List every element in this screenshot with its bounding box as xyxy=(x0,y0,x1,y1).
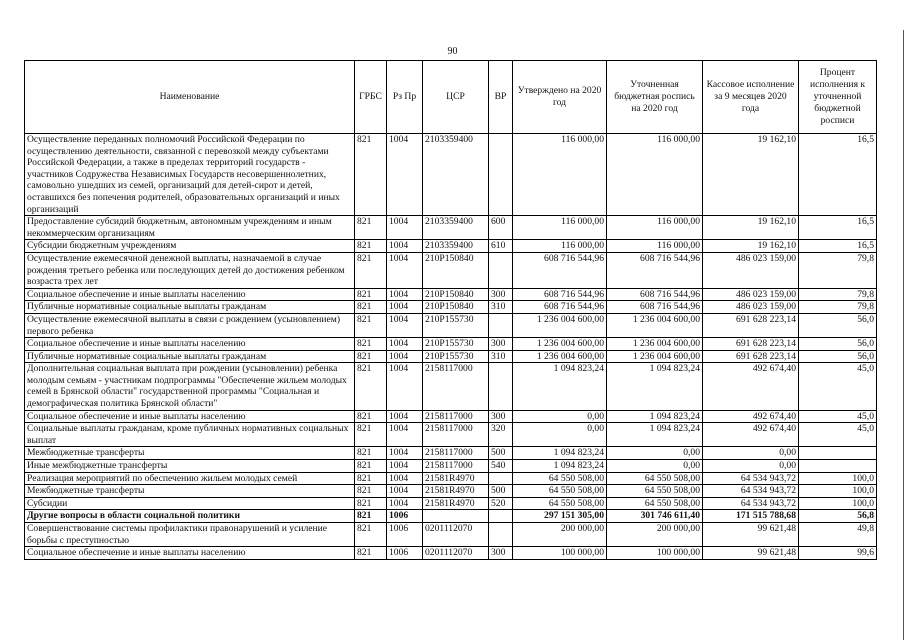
cell-vr xyxy=(489,134,513,216)
cell-csr: 0201112070 xyxy=(423,523,489,547)
cell-approved: 116 000,00 xyxy=(513,216,607,240)
cell-cash: 492 674,40 xyxy=(703,410,799,423)
table-row xyxy=(25,301,877,314)
budget-table xyxy=(24,60,877,560)
cell-csr: 21581R4970 xyxy=(423,497,489,510)
cell-vr: 300 xyxy=(489,338,513,351)
cell-vr: 300 xyxy=(489,410,513,423)
cell-approved: 1 094 823,24 xyxy=(513,363,607,410)
cell-rzpr: 1004 xyxy=(387,447,423,460)
cell-rzpr: 1004 xyxy=(387,472,423,485)
cell-cash: 492 674,40 xyxy=(703,423,799,447)
cell-cash: 691 628 223,14 xyxy=(703,313,799,337)
table-row xyxy=(25,523,877,547)
cell-vr xyxy=(489,472,513,485)
page-number: 90 xyxy=(447,46,458,57)
cell-grbs: 821 xyxy=(355,497,387,510)
cell-name: Межбюджетные трансферты xyxy=(25,485,355,498)
header-name: Наименование xyxy=(25,61,355,134)
table-row xyxy=(25,460,877,473)
cell-csr: 2158117000 xyxy=(423,410,489,423)
cell-grbs: 821 xyxy=(355,510,387,523)
page-edge-line xyxy=(903,30,904,640)
table-row xyxy=(25,547,877,560)
cell-refined: 608 716 544,96 xyxy=(607,301,703,314)
cell-refined: 608 716 544,96 xyxy=(607,288,703,301)
cell-refined: 1 094 823,24 xyxy=(607,363,703,410)
cell-approved: 64 550 508,00 xyxy=(513,497,607,510)
cell-rzpr: 1004 xyxy=(387,485,423,498)
cell-name: Совершенствование системы профилактики правонарушений и усиление борьбы с преступностью xyxy=(25,523,355,547)
header-cash: Кассовое исполнение за 9 месяцев 2020 года xyxy=(703,61,799,134)
cell-vr: 520 xyxy=(489,497,513,510)
cell-vr: 540 xyxy=(489,460,513,473)
cell-cash: 492 674,40 xyxy=(703,363,799,410)
cell-rzpr: 1004 xyxy=(387,313,423,337)
cell-refined: 200 000,00 xyxy=(607,523,703,547)
cell-vr: 310 xyxy=(489,350,513,363)
cell-approved: 1 236 004 600,00 xyxy=(513,338,607,351)
cell-refined: 64 550 508,00 xyxy=(607,497,703,510)
cell-cash: 691 628 223,14 xyxy=(703,350,799,363)
cell-grbs: 821 xyxy=(355,216,387,240)
cell-approved: 608 716 544,96 xyxy=(513,252,607,288)
cell-name: Социальное обеспечение и иные выплаты населению xyxy=(25,410,355,423)
cell-grbs: 821 xyxy=(355,410,387,423)
cell-rzpr: 1004 xyxy=(387,240,423,253)
cell-csr: 2103359400 xyxy=(423,216,489,240)
cell-rzpr: 1006 xyxy=(387,510,423,523)
cell-rzpr: 1004 xyxy=(387,216,423,240)
table-row xyxy=(25,510,877,523)
cell-grbs: 821 xyxy=(355,485,387,498)
cell-refined: 0,00 xyxy=(607,447,703,460)
table-row xyxy=(25,252,877,288)
cell-percent: 100,0 xyxy=(799,485,877,498)
cell-grbs: 821 xyxy=(355,350,387,363)
cell-refined: 116 000,00 xyxy=(607,216,703,240)
cell-percent: 79,8 xyxy=(799,288,877,301)
header-refined: Уточненная бюджетная роспись на 2020 год xyxy=(607,61,703,134)
cell-percent: 79,8 xyxy=(799,252,877,288)
cell-percent: 16,5 xyxy=(799,240,877,253)
cell-cash: 19 162,10 xyxy=(703,134,799,216)
cell-cash: 486 023 159,00 xyxy=(703,252,799,288)
cell-grbs: 821 xyxy=(355,313,387,337)
cell-percent: 45,0 xyxy=(799,363,877,410)
cell-approved: 116 000,00 xyxy=(513,134,607,216)
table-header-row xyxy=(25,61,877,134)
cell-name: Осуществление ежемесячной денежной выплаты, назначаемой в случае рождения третьего ребенка или последующих детей до достижения ребенком возраста трех лет xyxy=(25,252,355,288)
table-row xyxy=(25,363,877,410)
cell-grbs: 821 xyxy=(355,547,387,560)
cell-refined: 1 094 823,24 xyxy=(607,410,703,423)
cell-name: Осуществление переданных полномочий Российской Федерации по осуществлению деятельности, связанной с перевозкой между субъектами Российской Федерации, а также в пределах территорий государств - участников Содружества Независимых Государств несовершеннолетних, самовольно ушедших из семей, организаций для детей-сирот и детей, оставшихся без попечения родителей, образовательных организаций и иных организаций xyxy=(25,134,355,216)
cell-refined: 301 746 611,40 xyxy=(607,510,703,523)
cell-rzpr: 1004 xyxy=(387,134,423,216)
cell-rzpr: 1006 xyxy=(387,523,423,547)
cell-grbs: 821 xyxy=(355,447,387,460)
cell-vr: 600 xyxy=(489,216,513,240)
cell-percent: 16,5 xyxy=(799,134,877,216)
cell-cash: 171 515 788,68 xyxy=(703,510,799,523)
cell-cash: 64 534 943,72 xyxy=(703,472,799,485)
cell-csr: 2158117000 xyxy=(423,363,489,410)
cell-percent: 45,0 xyxy=(799,423,877,447)
cell-approved: 608 716 544,96 xyxy=(513,301,607,314)
cell-approved: 0,00 xyxy=(513,423,607,447)
header-percent: Процент исполнения к уточненной бюджетной росписи xyxy=(799,61,877,134)
cell-approved: 297 151 305,00 xyxy=(513,510,607,523)
cell-name: Субсидии xyxy=(25,497,355,510)
table-row xyxy=(25,447,877,460)
cell-name: Другие вопросы в области социальной политики xyxy=(25,510,355,523)
cell-csr: 210P150840 xyxy=(423,252,489,288)
cell-percent xyxy=(799,447,877,460)
cell-grbs: 821 xyxy=(355,523,387,547)
table-row xyxy=(25,423,877,447)
cell-name: Социальное обеспечение и иные выплаты населению xyxy=(25,338,355,351)
cell-percent: 56,8 xyxy=(799,510,877,523)
cell-refined: 608 716 544,96 xyxy=(607,252,703,288)
cell-refined: 64 550 508,00 xyxy=(607,485,703,498)
cell-cash: 19 162,10 xyxy=(703,240,799,253)
cell-percent: 56,0 xyxy=(799,338,877,351)
cell-vr: 320 xyxy=(489,423,513,447)
table-row xyxy=(25,240,877,253)
cell-approved: 100 000,00 xyxy=(513,547,607,560)
cell-vr xyxy=(489,523,513,547)
cell-grbs: 821 xyxy=(355,288,387,301)
cell-cash: 99 621,48 xyxy=(703,547,799,560)
cell-percent: 49,8 xyxy=(799,523,877,547)
cell-csr: 2158117000 xyxy=(423,423,489,447)
cell-refined: 1 236 004 600,00 xyxy=(607,350,703,363)
cell-rzpr: 1004 xyxy=(387,497,423,510)
cell-approved: 1 236 004 600,00 xyxy=(513,313,607,337)
cell-vr: 310 xyxy=(489,301,513,314)
cell-cash: 64 534 943,72 xyxy=(703,485,799,498)
cell-approved: 64 550 508,00 xyxy=(513,472,607,485)
table-row xyxy=(25,313,877,337)
header-approved: Утверждено на 2020 год xyxy=(513,61,607,134)
cell-csr xyxy=(423,510,489,523)
cell-rzpr: 1004 xyxy=(387,301,423,314)
table-body xyxy=(25,134,877,560)
header-rzpr: Рз Пр xyxy=(387,61,423,134)
cell-refined: 1 094 823,24 xyxy=(607,423,703,447)
cell-csr: 2103359400 xyxy=(423,134,489,216)
cell-name: Публичные нормативные социальные выплаты гражданам xyxy=(25,350,355,363)
cell-percent: 100,0 xyxy=(799,472,877,485)
table-row xyxy=(25,497,877,510)
cell-percent: 56,0 xyxy=(799,350,877,363)
cell-rzpr: 1006 xyxy=(387,547,423,560)
cell-percent: 99,6 xyxy=(799,547,877,560)
cell-rzpr: 1004 xyxy=(387,423,423,447)
table-row xyxy=(25,472,877,485)
cell-cash: 0,00 xyxy=(703,447,799,460)
cell-grbs: 821 xyxy=(355,363,387,410)
cell-name: Социальное обеспечение и иные выплаты населению xyxy=(25,288,355,301)
cell-cash: 19 162,10 xyxy=(703,216,799,240)
cell-csr: 210P155730 xyxy=(423,313,489,337)
cell-csr: 21581R4970 xyxy=(423,472,489,485)
cell-approved: 64 550 508,00 xyxy=(513,485,607,498)
cell-percent: 56,0 xyxy=(799,313,877,337)
cell-vr: 500 xyxy=(489,485,513,498)
cell-cash: 99 621,48 xyxy=(703,523,799,547)
cell-rzpr: 1004 xyxy=(387,460,423,473)
table-row xyxy=(25,338,877,351)
cell-cash: 64 534 943,72 xyxy=(703,497,799,510)
cell-percent xyxy=(799,460,877,473)
cell-refined: 116 000,00 xyxy=(607,134,703,216)
cell-cash: 0,00 xyxy=(703,460,799,473)
cell-name: Социальные выплаты гражданам, кроме публичных нормативных социальных выплат xyxy=(25,423,355,447)
cell-vr: 500 xyxy=(489,447,513,460)
table-row xyxy=(25,288,877,301)
cell-refined: 0,00 xyxy=(607,460,703,473)
cell-vr: 300 xyxy=(489,288,513,301)
cell-name: Социальное обеспечение и иные выплаты населению xyxy=(25,547,355,560)
table-row xyxy=(25,410,877,423)
cell-approved: 1 236 004 600,00 xyxy=(513,350,607,363)
cell-grbs: 821 xyxy=(355,240,387,253)
cell-rzpr: 1004 xyxy=(387,252,423,288)
cell-rzpr: 1004 xyxy=(387,350,423,363)
cell-csr: 2158117000 xyxy=(423,447,489,460)
cell-vr xyxy=(489,510,513,523)
cell-vr: 300 xyxy=(489,547,513,560)
cell-vr xyxy=(489,313,513,337)
cell-name: Иные межбюджетные трансферты xyxy=(25,460,355,473)
cell-grbs: 821 xyxy=(355,252,387,288)
cell-approved: 1 094 823,24 xyxy=(513,447,607,460)
cell-vr: 610 xyxy=(489,240,513,253)
cell-percent: 100,0 xyxy=(799,497,877,510)
cell-grbs: 821 xyxy=(355,472,387,485)
cell-percent: 45,0 xyxy=(799,410,877,423)
cell-approved: 608 716 544,96 xyxy=(513,288,607,301)
header-csr: ЦСР xyxy=(423,61,489,134)
cell-percent: 16,5 xyxy=(799,216,877,240)
cell-refined: 1 236 004 600,00 xyxy=(607,338,703,351)
cell-name: Осуществление ежемесячной выплаты в связи с рождением (усыновлением) первого ребенка xyxy=(25,313,355,337)
table-row xyxy=(25,216,877,240)
cell-rzpr: 1004 xyxy=(387,363,423,410)
table-row xyxy=(25,485,877,498)
cell-vr xyxy=(489,363,513,410)
cell-name: Предоставление субсидий бюджетным, автономным учреждениям и иным некоммерческим организациям xyxy=(25,216,355,240)
table-row xyxy=(25,134,877,216)
cell-csr: 210P150840 xyxy=(423,301,489,314)
cell-grbs: 821 xyxy=(355,423,387,447)
cell-csr: 21581R4970 xyxy=(423,485,489,498)
cell-cash: 691 628 223,14 xyxy=(703,338,799,351)
cell-cash: 486 023 159,00 xyxy=(703,301,799,314)
cell-csr: 0201112070 xyxy=(423,547,489,560)
cell-grbs: 821 xyxy=(355,338,387,351)
cell-approved: 1 094 823,24 xyxy=(513,460,607,473)
table-row xyxy=(25,350,877,363)
cell-approved: 200 000,00 xyxy=(513,523,607,547)
cell-grbs: 821 xyxy=(355,301,387,314)
cell-vr xyxy=(489,252,513,288)
cell-cash: 486 023 159,00 xyxy=(703,288,799,301)
cell-csr: 2103359400 xyxy=(423,240,489,253)
cell-refined: 1 236 004 600,00 xyxy=(607,313,703,337)
cell-csr: 210P155730 xyxy=(423,350,489,363)
cell-refined: 116 000,00 xyxy=(607,240,703,253)
cell-name: Межбюджетные трансферты xyxy=(25,447,355,460)
header-grbs: ГРБС xyxy=(355,61,387,134)
cell-rzpr: 1004 xyxy=(387,410,423,423)
cell-csr: 210P155730 xyxy=(423,338,489,351)
cell-csr: 2158117000 xyxy=(423,460,489,473)
cell-grbs: 821 xyxy=(355,134,387,216)
cell-approved: 116 000,00 xyxy=(513,240,607,253)
cell-refined: 64 550 508,00 xyxy=(607,472,703,485)
cell-percent: 79,8 xyxy=(799,301,877,314)
cell-name: Публичные нормативные социальные выплаты гражданам xyxy=(25,301,355,314)
cell-name: Дополнительная социальная выплата при рождении (усыновлении) ребенка молодым семьям - участникам подпрограммы "Обеспечение жильем молодых семей в Брянской области" государственной программы "Социальная и демографическая политика Брянской области" xyxy=(25,363,355,410)
cell-rzpr: 1004 xyxy=(387,338,423,351)
cell-rzpr: 1004 xyxy=(387,288,423,301)
header-vr: ВР xyxy=(489,61,513,134)
cell-grbs: 821 xyxy=(355,460,387,473)
cell-name: Реализация мероприятий по обеспечению жильем молодых семей xyxy=(25,472,355,485)
cell-refined: 100 000,00 xyxy=(607,547,703,560)
cell-approved: 0,00 xyxy=(513,410,607,423)
cell-csr: 210P150840 xyxy=(423,288,489,301)
cell-name: Субсидии бюджетным учреждениям xyxy=(25,240,355,253)
